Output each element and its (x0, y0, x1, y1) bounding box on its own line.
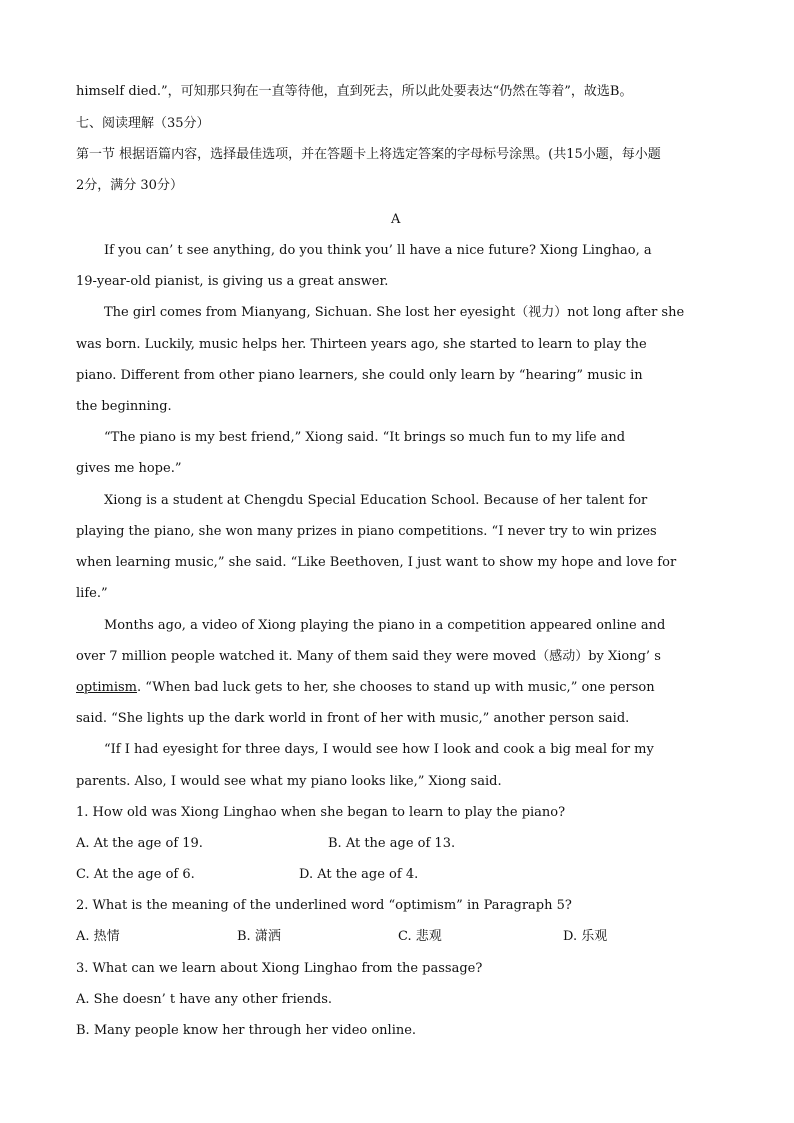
passage-line: If you can’ t see anything, do you think you’ ll have a nice future? Xiong Linghao, a (104, 243, 652, 258)
passage-label: A (391, 212, 401, 227)
question-3: 3. What can we learn about Xiong Linghao from the passage? (76, 961, 483, 976)
q2-option-d: D. 乐观 (563, 929, 608, 944)
passage-line: said. “She lights up the dark world in front of her with music,” another person said. (76, 711, 630, 726)
q3-option-a: A. She doesn’ t have any other friends. (76, 992, 332, 1007)
passage-line: life.” (76, 586, 108, 601)
passage-line: the beginning. (76, 399, 172, 414)
passage-line: piano. Different from other piano learners, she could only learn by “hearing” music in (76, 368, 643, 383)
q2-option-a: A. 热情 (76, 929, 120, 944)
passage-line: playing the piano, she won many prizes in piano competitions. “I never try to win prizes (76, 524, 657, 539)
passage-line-rest: . “When bad luck gets to her, she chooses to stand up with music,” one person (137, 680, 655, 695)
passage-line (76, 680, 655, 696)
passage-line: Months ago, a video of Xiong playing the piano in a competition appeared online and (104, 618, 666, 633)
passage-line: when learning music,” she said. “Like Beethoven, I just want to show my hope and love for (76, 555, 677, 570)
q1-option-d: D. At the age of 4. (299, 867, 419, 882)
passage-line: The girl comes from Mianyang, Sichuan. She lost her eyesight（视力）not long after she (104, 305, 685, 320)
q1-option-c: C. At the age of 6. (76, 867, 195, 882)
passage-line: Xiong is a student at Chengdu Special Education School. Because of her talent for (104, 493, 648, 508)
passage-line: gives me hope.” (76, 461, 182, 476)
section-title: 七、阅读理解（35分） (76, 116, 210, 131)
q1-option-b: B. At the age of 13. (328, 836, 456, 851)
previous-answer-explanation: himself died.”，可知那只狗在一直等待他，直到死去，所以此处要表达“仍然在等着”，故选B。 (76, 84, 633, 99)
q2-option-b: B. 潇洒 (237, 929, 281, 944)
passage-line: 19-year-old pianist, is giving us a great answer. (76, 274, 389, 289)
question-1: 1. How old was Xiong Linghao when she began to learn to play the piano? (76, 805, 566, 820)
underlined-word: optimism (76, 680, 138, 695)
q2-option-c: C. 悲观 (398, 929, 442, 944)
q3-option-b: B. Many people know her through her video online. (76, 1023, 417, 1038)
passage-line: parents. Also, I would see what my piano looks like,” Xiong said. (76, 774, 502, 789)
passage-line: “If I had eyesight for three days, I would see how I look and cook a big meal for my (104, 742, 654, 757)
question-2: 2. What is the meaning of the underlined word “optimism” in Paragraph 5? (76, 898, 572, 913)
instruction-line-1: 第一节 根据语篇内容，选择最佳选项，并在答题卡上将选定答案的字母标号涂黑。(共15小题，每小题 (76, 147, 661, 162)
instruction-line-2: 2分，满分 30分） (76, 178, 183, 193)
passage-line: was born. Luckily, music helps her. Thirteen years ago, she started to learn to play the (76, 337, 647, 352)
q1-option-a: A. At the age of 19. (76, 836, 203, 851)
passage-line: over 7 million people watched it. Many of them said they were moved（感动）by Xiong’ s (76, 649, 661, 664)
passage-line: “The piano is my best friend,” Xiong said. “It brings so much fun to my life and (104, 430, 626, 445)
